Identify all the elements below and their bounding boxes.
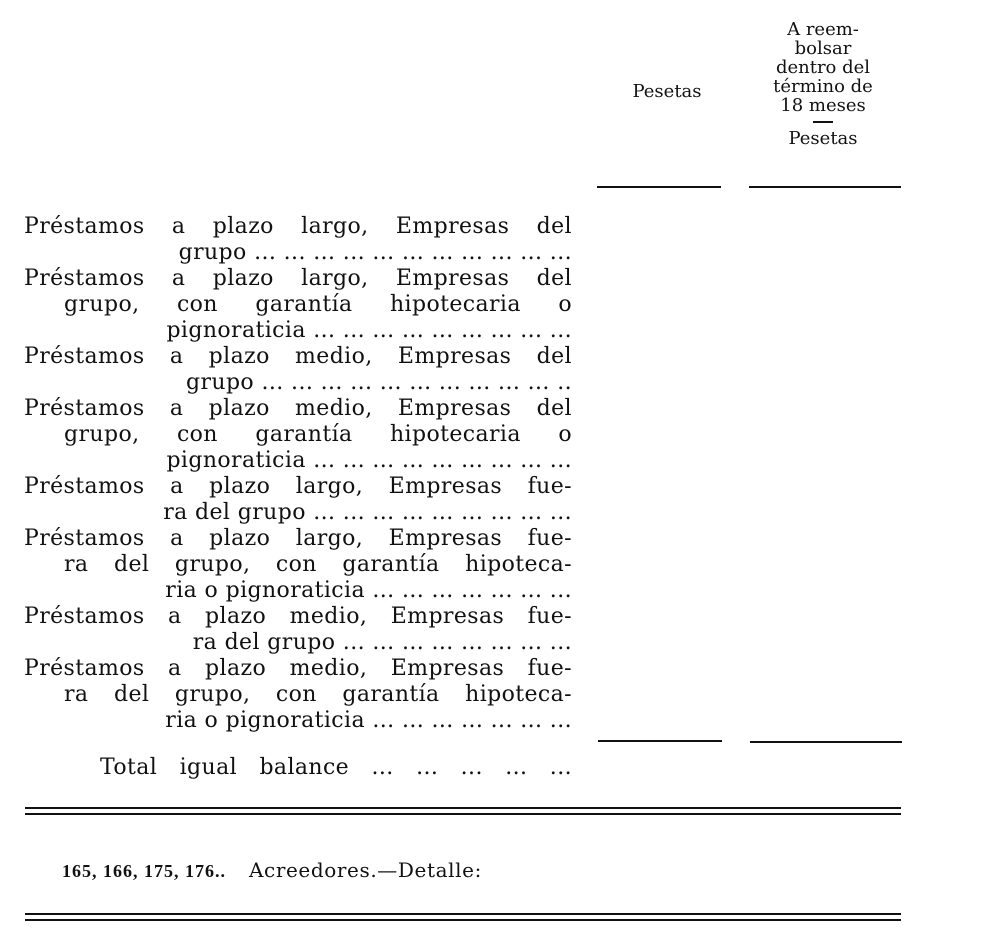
line-item xyxy=(24,474,572,526)
line-item-text: Préstamos a plazo largo, Empresas fue- xyxy=(24,526,572,551)
line-item-text: ria o pignoraticia ... ... ... ... ... ... ... xyxy=(165,578,572,603)
line-item-text: grupo, con garantía hipotecaria o xyxy=(64,292,572,317)
line-item-text: Préstamos a plazo largo, Empresas del xyxy=(24,266,572,291)
column2-total-rule xyxy=(750,741,902,743)
line-item-text: ria o pignoraticia ... ... ... ... ... ... ... xyxy=(165,708,572,733)
column1-total-rule xyxy=(598,740,722,742)
line-item xyxy=(24,344,572,396)
column-header-reembolsar xyxy=(748,20,898,148)
line-item-text: grupo ... ... ... ... ... ... ... ... ... ... ... xyxy=(178,240,572,265)
line-item-text: pignoraticia ... ... ... ... ... ... ... ... ... xyxy=(166,318,572,343)
line-item-text: ra del grupo, con garantía hipoteca- xyxy=(64,682,572,707)
line-item-text: ra del grupo, con garantía hipoteca- xyxy=(64,552,572,577)
column-header-label: Pesetas xyxy=(632,81,702,102)
line-item-text: ra del grupo ... ... ... ... ... ... ... ... xyxy=(192,630,572,655)
line-item xyxy=(24,266,572,344)
line-item xyxy=(24,396,572,474)
line-item-text: grupo, con garantía hipotecaria o xyxy=(64,422,572,447)
column-header-line: término de xyxy=(773,76,873,97)
bottom-double-rule xyxy=(25,913,901,925)
column1-header-rule xyxy=(597,186,721,188)
line-item-text: Préstamos a plazo medio, Empresas fue- xyxy=(24,656,572,681)
line-item-list xyxy=(24,214,572,734)
section-double-rule xyxy=(25,807,901,819)
line-item-text: Préstamos a plazo largo, Empresas fue- xyxy=(24,474,572,499)
line-item xyxy=(24,656,572,734)
line-item-text: Préstamos a plazo medio, Empresas del xyxy=(24,344,572,369)
line-item-text: pignoraticia ... ... ... ... ... ... ... ... ... xyxy=(166,448,572,473)
header-dash-separator xyxy=(813,121,833,123)
column-header-pesetas xyxy=(602,82,732,101)
total-row: Total igual balance ... ... ... ... ... xyxy=(100,755,572,780)
line-item-text: grupo ... ... ... ... ... ... ... ... ... ... .. xyxy=(185,370,572,395)
column-header-line: dentro del xyxy=(775,57,871,78)
line-item-text: Préstamos a plazo medio, Empresas fue- xyxy=(24,604,572,629)
line-item-text: ra del grupo ... ... ... ... ... ... ... ... ... xyxy=(163,500,572,525)
line-item xyxy=(24,526,572,604)
column-header-line: A reem- xyxy=(787,19,859,40)
section-heading xyxy=(62,858,482,883)
column2-header-rule xyxy=(749,186,901,188)
column-header-line: bolsar xyxy=(794,38,852,59)
column-header-unit: Pesetas xyxy=(788,128,858,149)
account-numbers: 165, 166, 175, 176.. xyxy=(62,861,226,881)
line-item-text: Préstamos a plazo medio, Empresas del xyxy=(24,396,572,421)
line-item xyxy=(24,214,572,266)
section-title: Acreedores.—Detalle: xyxy=(248,858,482,882)
line-item-text: Préstamos a plazo largo, Empresas del xyxy=(24,214,572,239)
line-item xyxy=(24,604,572,656)
column-header-line: 18 meses xyxy=(780,95,866,116)
